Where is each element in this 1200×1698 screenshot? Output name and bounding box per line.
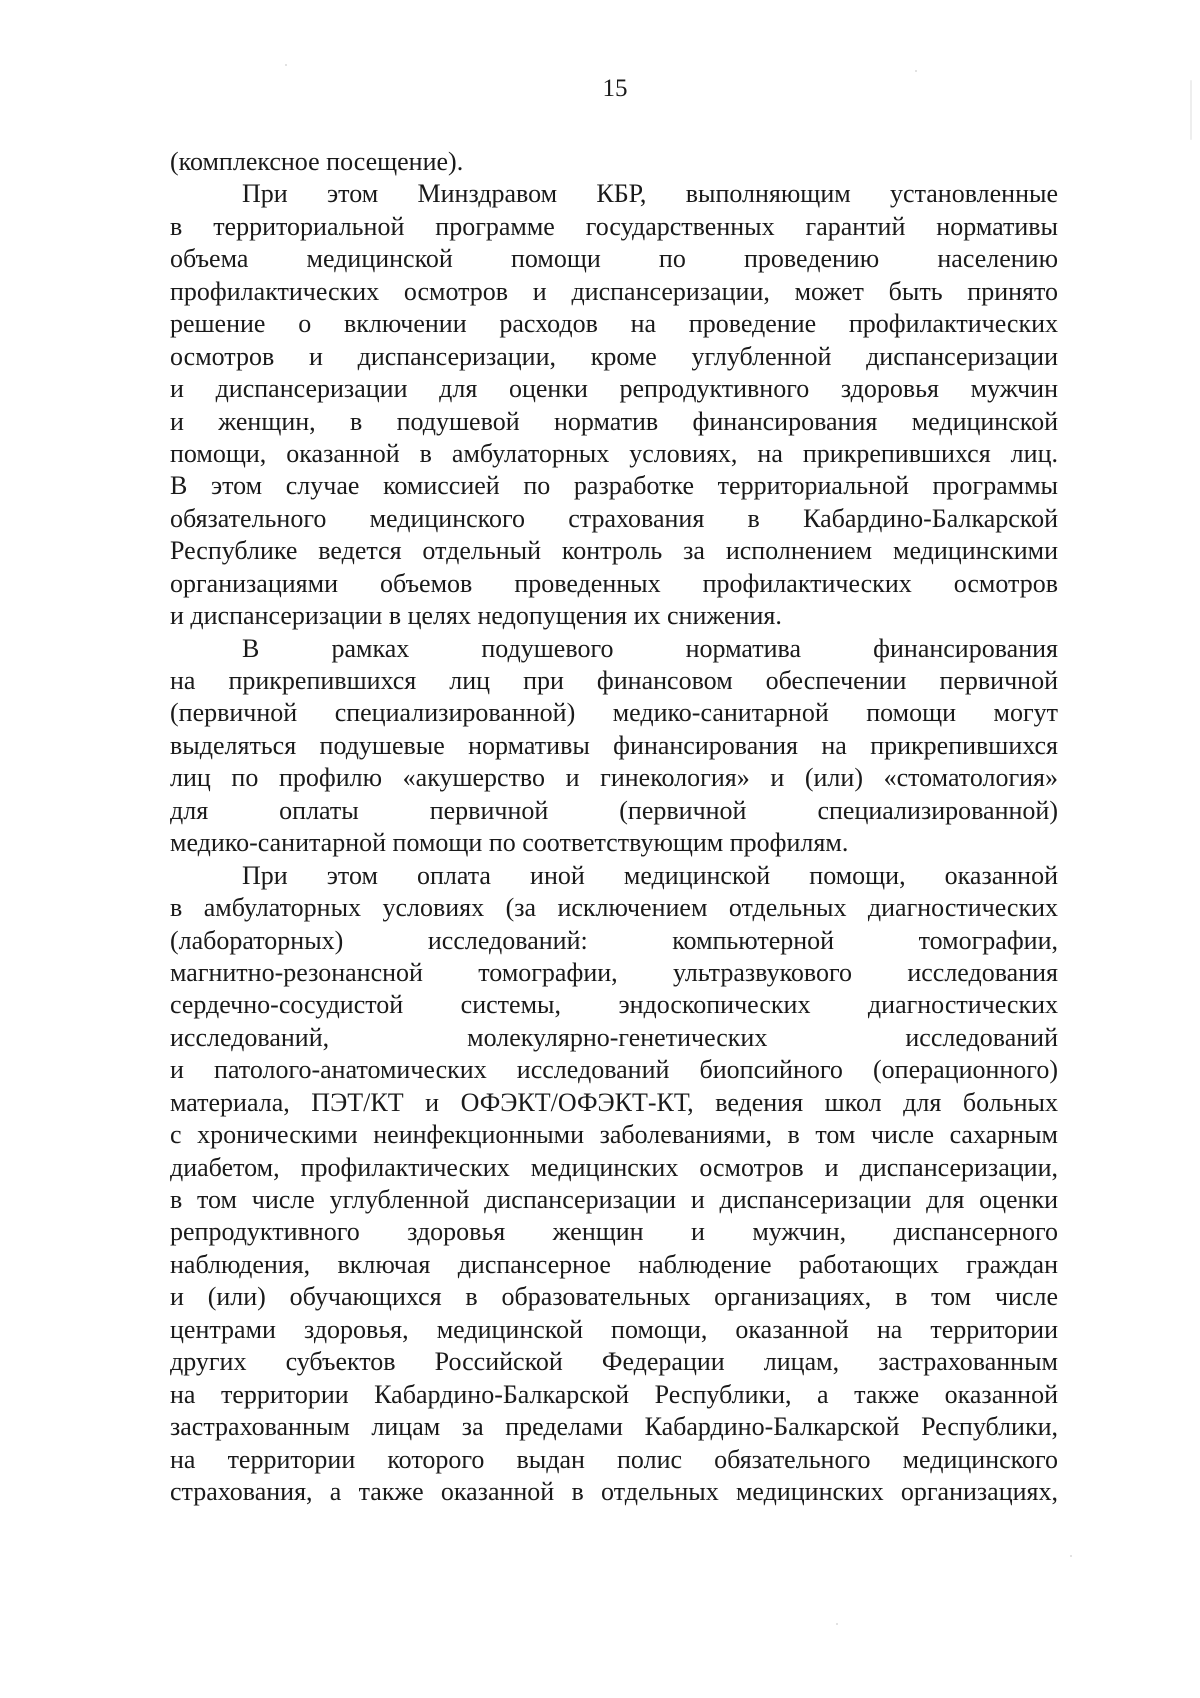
text-line: застрахованным лицам за пределами Кабардино-Балкарской Республики, — [170, 1412, 1058, 1442]
text-line: в территориальной программе государственных гарантий нормативы — [170, 211, 1058, 241]
text-line: и диспансеризации для оценки репродуктивного здоровья мужчин — [170, 374, 1058, 404]
text-line: осмотров и диспансеризации, кроме углубленной диспансеризации — [170, 341, 1058, 371]
text-line: решение о включении расходов на проведение профилактических — [170, 309, 1058, 339]
text-line: на территории Кабардино-Балкарской Республики, а также оказанной — [170, 1379, 1058, 1409]
scan-artifact — [836, 1623, 838, 1625]
text-line: (комплексное посещение). — [170, 147, 464, 176]
text-line: сердечно-сосудистой системы, эндоскопических диагностических — [170, 990, 1058, 1020]
text-line: для оплаты первичной (первичной специализированной) — [170, 795, 1058, 825]
text-line: и (или) обучающихся в образовательных организациях, в том числе — [170, 1282, 1058, 1312]
text-line: других субъектов Российской Федерации лицам, застрахованным — [170, 1347, 1058, 1377]
page-number: 15 — [602, 75, 628, 102]
scan-artifact — [915, 70, 917, 72]
text-line: помощи, оказанной в амбулаторных условиях, на прикрепившихся лиц. — [170, 438, 1058, 468]
text-line: центрами здоровья, медицинской помощи, оказанной на территории — [170, 1314, 1058, 1344]
text-line: лиц по профилю «акушерство и гинекология» и (или) «стоматология» — [170, 763, 1058, 793]
text-line: В этом случае комиссией по разработке территориальной программы — [170, 471, 1058, 501]
text-line: в том числе углубленной диспансеризации и диспансеризации для оценки — [170, 1185, 1058, 1214]
text-line: медико-санитарной помощи по соответствующим профилям. — [170, 828, 849, 858]
text-line: В рамках подушевого норматива финансирования — [242, 633, 1058, 663]
text-line: магнитно-резонансной томографии, ультразвукового исследования — [170, 957, 1058, 987]
text-line: репродуктивного здоровья женщин и мужчин, диспансерного — [170, 1217, 1058, 1247]
text-line: При этом Минздравом КБР, выполняющим установленные — [242, 179, 1058, 209]
text-line: и диспансеризации в целях недопущения их снижения. — [170, 601, 782, 631]
text-line: организациями объемов проведенных профилактических осмотров — [170, 568, 1058, 598]
text-line: материала, ПЭТ/КТ и ОФЭКТ/ОФЭКТ-КТ, ведения школ для больных — [170, 1087, 1058, 1117]
scan-artifact — [285, 64, 287, 66]
scan-artifact — [1070, 1555, 1072, 1557]
text-line: и патолого-анатомических исследований биопсийного (операционного) — [170, 1055, 1058, 1085]
text-line: в амбулаторных условиях (за исключением отдельных диагностических — [170, 893, 1058, 923]
text-line: наблюдения, включая диспансерное наблюдение работающих граждан — [170, 1249, 1058, 1279]
scan-artifact — [1190, 80, 1192, 140]
text-line: выделяться подушевые нормативы финансирования на прикрепившихся — [170, 730, 1058, 760]
text-line: обязательного медицинского страхования в Кабардино-Балкарской — [170, 503, 1058, 533]
text-line: с хроническими неинфекционными заболеваниями, в том числе сахарным — [170, 1120, 1058, 1150]
text-line: на прикрепившихся лиц при финансовом обеспечении первичной — [170, 666, 1058, 695]
body-text — [170, 146, 1058, 1508]
text-line: (лабораторных) исследований: компьютерной томографии, — [170, 925, 1058, 955]
text-line: Республике ведется отдельный контроль за исполнением медицинскими — [170, 536, 1058, 566]
text-line: исследований, молекулярно-генетических исследований — [170, 1022, 1058, 1052]
text-line: объема медицинской помощи по проведению населению — [170, 244, 1058, 274]
text-line: страхования, а также оказанной в отдельных медицинских организациях, — [170, 1476, 1058, 1506]
text-line: профилактических осмотров и диспансеризации, может быть принято — [170, 276, 1058, 306]
text-line: на территории которого выдан полис обязательного медицинского — [170, 1444, 1058, 1474]
text-line: диабетом, профилактических медицинских осмотров и диспансеризации, — [170, 1152, 1058, 1182]
text-line: и женщин, в подушевой норматив финансирования медицинской — [170, 406, 1058, 436]
text-line: (первичной специализированной) медико-санитарной помощи могут — [170, 698, 1058, 728]
text-line: При этом оплата иной медицинской помощи, оказанной — [242, 860, 1058, 890]
